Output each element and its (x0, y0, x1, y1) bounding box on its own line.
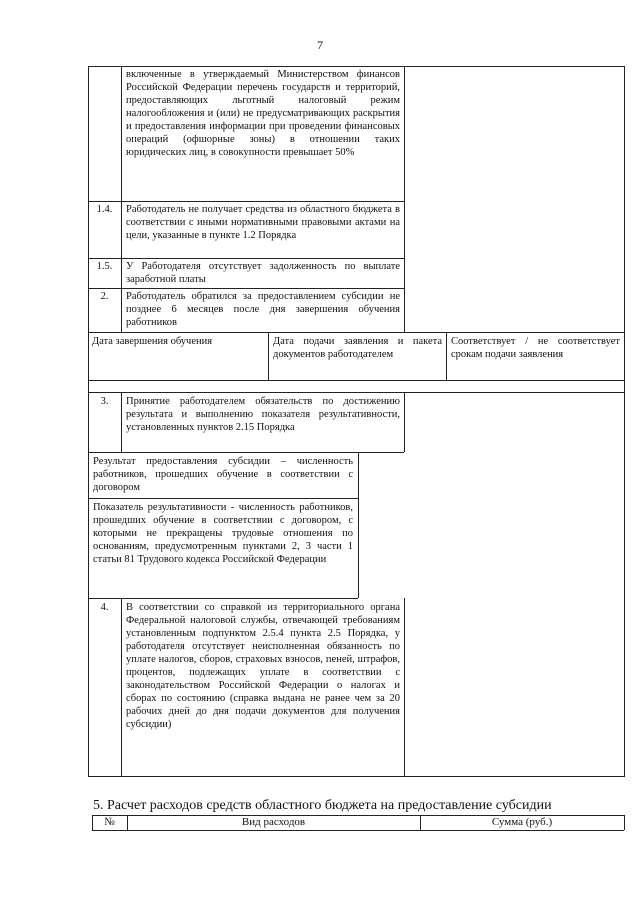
column-header-expense-type: Вид расходов (241, 816, 306, 828)
column-header-compliance: Соответствует / не соответствует срокам подачи заявления (451, 336, 620, 360)
column-header-application-date: Дата подачи заявления и пакета документов работодателем (273, 336, 442, 360)
row-3-text: Принятие работодателем обязательств по достижению результата и выполнению показателя результативности, установленных пунктов 2.15 Порядка (126, 396, 400, 433)
result-label: Результат предоставления субсидии – численность работников, прошедших обучение в соответствии с договором (93, 456, 353, 493)
row-1-3-text: включенные в утверждаемый Министерством финансов Российской Федерации перечень государств и территорий, предоставляющих льготный налоговый режим налогообложения и (или) не предусматривающих раскрытия и предоставления информации при проведении финансовых операций (офшорные зоны) в отношении таких юридических лиц, в совокупности превышает 50% (126, 69, 400, 158)
row-4-text: В соответствии со справкой из территориального органа Федеральной налоговой службы, отвечающей требованиям установленным подпунктом 2.5.4 пункта 2.5 Порядка, у работодателя отсутствует неисполненная обязанность по уплате налогов, сборов, страховых взносов, пеней, штрафов, процентов, подлежащих уплате в соответствии с законодательством Российской Федерации о налогах и сборах по состоянию (справка выдана не ранее чем за 20 рабочих дней до дня подачи документов для получения субсидии) (126, 602, 400, 730)
row-2-number: 2. (100, 291, 109, 302)
row-2-text: Работодатель обратился за предоставлением субсидии не позднее 6 месяцев после дня завершения обучения работников (126, 291, 400, 328)
row-1-4-number: 1.4. (96, 204, 113, 215)
column-header-amount: Сумма (руб.) (491, 816, 553, 828)
column-header-completion-date: Дата завершения обучения (92, 336, 213, 347)
row-1-5-text: У Работодателя отсутствует задолженность по выплате заработной платы (126, 261, 400, 285)
row-1-5-number: 1.5. (96, 261, 113, 272)
indicator-label: Показатель результативности - численность работников, прошедших обучение в соответствии с договором, с которыми не прекращены трудовые отношения по основаниям, предусмотренным пунктами 2, 3 части 1 статьи 81 Трудового кодекса Российской Федерации (93, 502, 353, 565)
row-3-number: 3. (100, 396, 109, 407)
section-5-title: 5. Расчет расходов средств областного бюджета на предоставление субсидии (93, 798, 552, 813)
column-header-number: № (104, 816, 115, 828)
row-4-number: 4. (100, 602, 109, 613)
page-number: 7 (317, 38, 323, 52)
row-1-4-text: Работодатель не получает средства из областного бюджета в соответствии с иными нормативными правовыми актами на цели, указанные в пункте 1.2 Порядка (126, 204, 400, 241)
